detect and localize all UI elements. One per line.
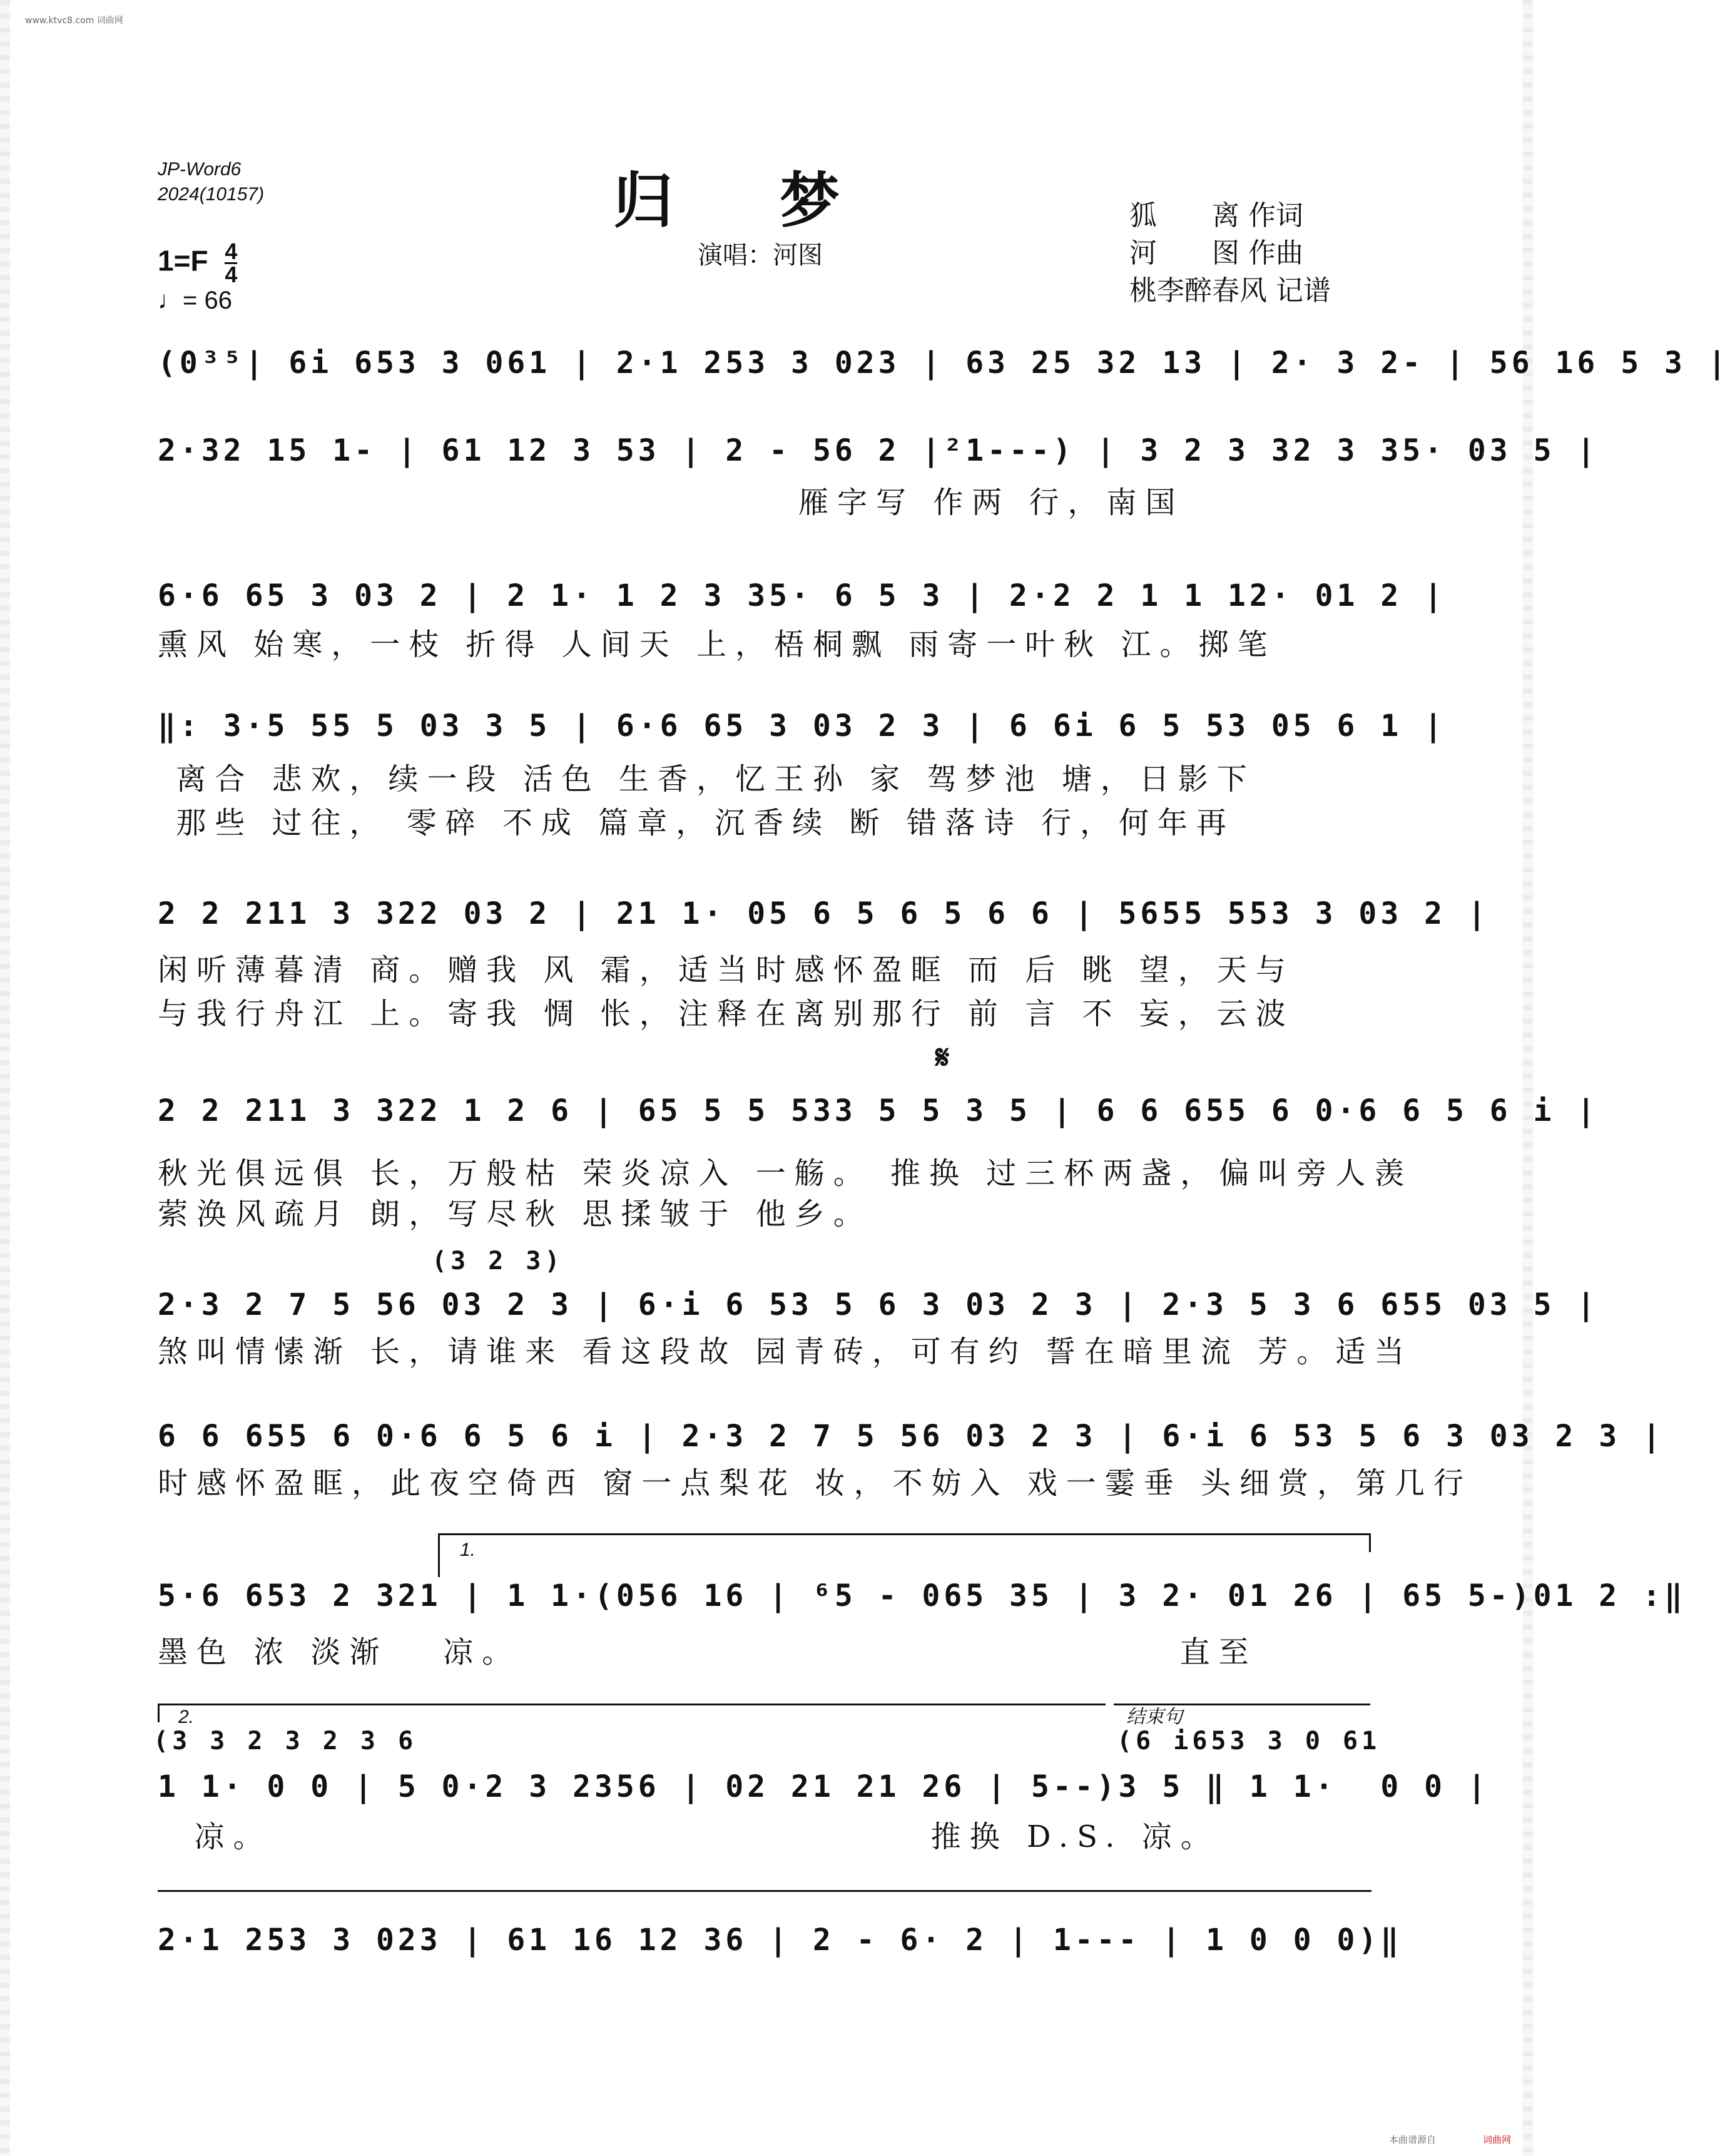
lyric-line-4b: 那些 过往， 零碎 不成 篇章，沉香续 断 错落诗 行，何年再 [158, 805, 1236, 840]
score-line-5: 2 2 211 3 322 03 2 | 21 1· 05 6 5 6 5 6 6 | 5655 553 3 03 2 | [158, 896, 1490, 931]
score-line-3: 6·6 65 3 03 2 | 2 1· 1 2 3 35· 6 5 3 | 2·2 2 1 1 12· 01 2 | [158, 578, 1447, 613]
volta-2-bracket [158, 1704, 1106, 1705]
lyric-line-5a: 闲听薄暮清 商。赠我 风 霜，适当时感怀盈眶 而 后 眺 望，天与 [158, 953, 1295, 988]
score-line-11: 2·1 253 3 023 | 61 16 12 36 | 2 - 6· 2 | 1--- | 1 0 0 0)‖ [158, 1923, 1403, 1958]
singer-credit: 演唱：河图 [698, 241, 823, 270]
watermark-top: www.ktvc8.com 词曲网 [25, 16, 123, 26]
key-signature [158, 238, 238, 287]
score-line-2: 2·32 15 1- | 61 12 3 53 | 2 - 56 2 |²1---) | 3 2 3 32 3 35· 03 5 | [158, 433, 1599, 468]
alt-notes-coda: (6 i653 3 0 61 [1117, 1727, 1381, 1755]
time-sig-top: 4 [225, 238, 238, 264]
alt-notes-above: (3 2 3) [432, 1247, 564, 1275]
time-sig-bottom: 4 [225, 262, 238, 287]
lyric-line-2: 雁字写 作两 行，南国 [158, 485, 1184, 520]
software-label: JP-Word6 [158, 159, 242, 180]
lyric-line-8: 时感怀盈眶，此夜空倚西 窗一点梨花 妆，不妨入 戏一霎垂 头细赏，第几行 [158, 1466, 1473, 1501]
tempo-marking: ♩= 66 [158, 287, 232, 314]
watermark-source-label: 本曲谱源自 [1389, 2134, 1437, 2145]
score-line-1: (0³⁵| 6i 653 3 061 | 2·1 253 3 023 | 63 25 32 13 | 2· 3 2- | 56 16 5 3 | [158, 345, 1730, 381]
volta-1-bracket [438, 1533, 1370, 1535]
score-line-8: 6 6 655 6 0·6 6 5 6 i | 2·3 2 7 5 56 03 2 3 | 6·i 6 53 5 6 3 03 2 3 | [158, 1419, 1664, 1454]
watermark-site-label: 词曲网 [1483, 2134, 1512, 2145]
score-line-10: 1 1· 0 0 | 5 0·2 3 2356 | 02 21 21 26 | 5--)3 5 ‖ 1 1· 0 0 | [158, 1769, 1490, 1804]
lyric-line-6b: 萦涣风疏月 朗，写尽秋 思揉皱于 他乡。 [158, 1197, 872, 1232]
lyric-line-9: 墨色 浓 淡渐 凉。 直至 [158, 1635, 1258, 1670]
score-line-4: ‖: 3·5 55 5 03 3 5 | 6·6 65 3 03 2 3 | 6 6i 6 5 53 05 6 1 | [158, 708, 1447, 743]
lyric-line-7: 煞叫情愫渐 长，请谁来 看这段故 园青砖，可有约 誓在暗里流 芳。适当 [158, 1334, 1413, 1369]
key-label: 1=F [158, 244, 208, 277]
lyric-line-6a: 秋光俱远俱 长，万般枯 荣炎凉入 一觞。 推换 过三杯两盏，偏叫旁人羡 [158, 1156, 1413, 1191]
left-margin-strip [0, 0, 10, 2156]
score-line-7: 2·3 2 7 5 56 03 2 3 | 6·i 6 53 5 6 3 03 2 3 | 2·3 5 3 6 655 03 5 | [158, 1287, 1599, 1322]
alt-notes-second-ending: (3 3 2 3 2 3 6 [153, 1727, 417, 1755]
segno-icon: 𝄋 [935, 1039, 950, 1076]
time-signature [225, 238, 238, 287]
lyric-line-4a: 离合 悲欢，续一段 活色 生香，忆王孙 家 驾梦池 塘，日影下 [158, 762, 1256, 797]
composer-credit: 河 图 作曲 [1129, 237, 1303, 269]
volta-2-bracket-left [158, 1704, 160, 1722]
final-system-rule [158, 1890, 1371, 1892]
score-line-6: 2 2 211 3 322 1 2 6 | 65 5 5 533 5 5 3 5 | 6 6 655 6 0·6 6 5 6 i | [158, 1093, 1599, 1128]
coda-label: 结束句 [1126, 1707, 1183, 1727]
volta-1-bracket-left [438, 1533, 440, 1577]
page-title: 归梦 [613, 165, 946, 236]
right-margin-strip [1523, 0, 1533, 2156]
transcriber-credit: 桃李醉春风 记谱 [1129, 275, 1331, 307]
volta-2-label: 2. [178, 1707, 195, 1727]
edition-label: 2024(10157) [158, 184, 265, 205]
volta-1-label: 1. [460, 1540, 476, 1560]
volta-1-bracket-right [1369, 1533, 1371, 1552]
lyricist-credit: 狐 离 作词 [1129, 200, 1303, 232]
lyric-line-10: 凉。 推换 D.S. 凉。 [158, 1819, 1219, 1854]
lyric-line-3: 熏风 始寒，一枝 折得 人间天 上，梧桐飘 雨寄一叶秋 江。掷笔 [158, 627, 1276, 662]
lyric-line-5b: 与我行舟江 上。寄我 惆 怅，注释在离别那行 前 言 不 妄，云波 [158, 996, 1295, 1031]
score-line-9: 5·6 653 2 321 | 1 1·(056 16 | ⁶5 - 065 35 | 3 2· 01 26 | 65 5-)01 2 :‖ [158, 1578, 1686, 1613]
